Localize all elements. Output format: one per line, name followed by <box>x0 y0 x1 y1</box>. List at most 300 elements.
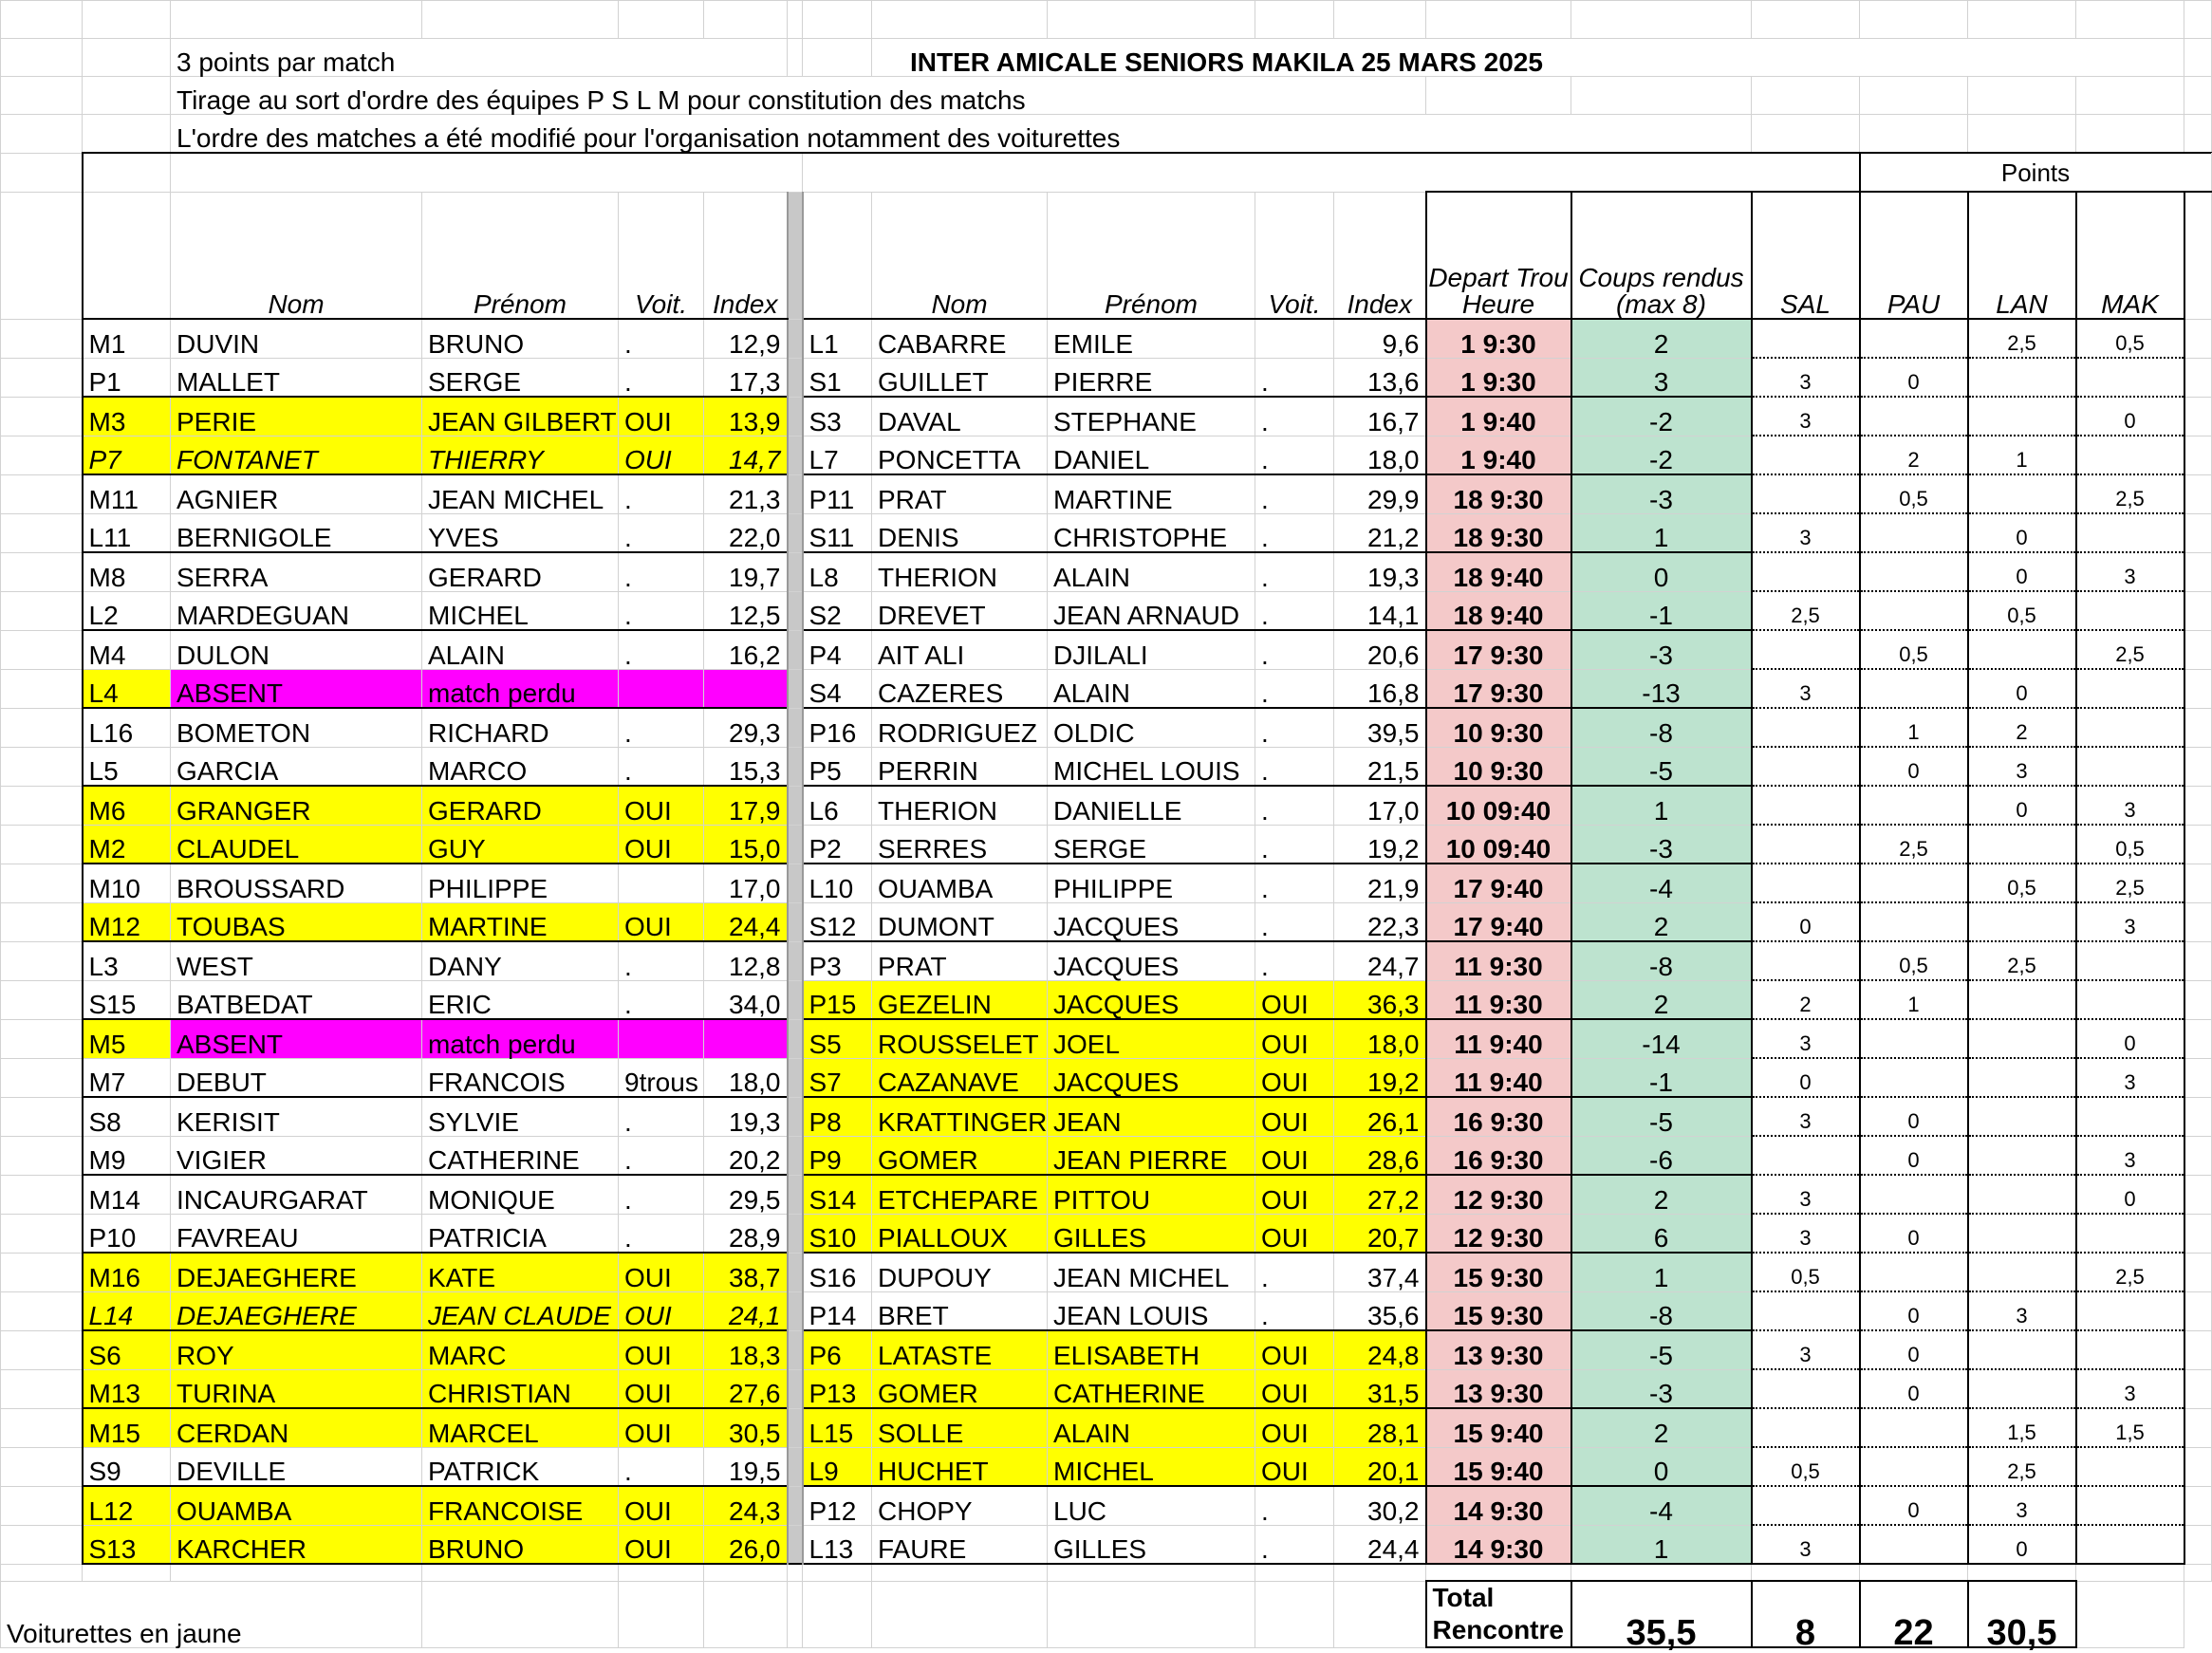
points-sal: 3 <box>1752 1214 1860 1253</box>
depart-time: 18 9:40 <box>1426 552 1571 591</box>
right-voit: OUI <box>1255 1214 1334 1253</box>
column-separator <box>788 786 803 825</box>
points-group-header: Points <box>1860 153 2212 192</box>
right-voit: . <box>1255 513 1334 552</box>
points-lan: 2,5 <box>1968 941 2076 980</box>
left-nom: WEST <box>171 941 422 980</box>
right-prenom: PHILIPPE <box>1048 864 1255 902</box>
table-row <box>1 1408 2212 1447</box>
spacer <box>1 552 83 591</box>
points-pau: 0 <box>1860 1097 1968 1136</box>
right-voit: . <box>1255 1486 1334 1525</box>
right-nom: LATASTE <box>872 1330 1048 1369</box>
points-pau <box>1860 552 1968 591</box>
left-voit: . <box>619 1214 704 1253</box>
left-prenom: CATHERINE <box>422 1136 619 1175</box>
points-pau: 0 <box>1860 1136 1968 1175</box>
points-lan: 0,5 <box>1968 864 2076 902</box>
coups-rendus: 2 <box>1571 1175 1752 1214</box>
spacer <box>1 1291 83 1330</box>
left-index: 24,4 <box>704 902 788 941</box>
right-nom: OUAMBA <box>872 864 1048 902</box>
points-pau: 0,5 <box>1860 474 1968 513</box>
depart-time: 18 9:30 <box>1426 513 1571 552</box>
points-mak <box>2076 358 2184 397</box>
points-mak <box>2076 513 2184 552</box>
points-pau <box>1860 1175 1968 1214</box>
spacer <box>1 1486 83 1525</box>
right-nom: THERION <box>872 552 1048 591</box>
right-prenom: SERGE <box>1048 825 1255 864</box>
left-voit: OUI <box>619 902 704 941</box>
right-prenom: MARTINE <box>1048 474 1255 513</box>
left-code: S8 <box>83 1097 171 1136</box>
header-nom-right: Nom <box>872 192 1048 319</box>
coups-rendus: -3 <box>1571 1369 1752 1408</box>
spacer <box>1 358 83 397</box>
left-code: M12 <box>83 902 171 941</box>
points-sal: 0 <box>1752 902 1860 941</box>
coups-rendus: -8 <box>1571 941 1752 980</box>
left-nom: CLAUDEL <box>171 825 422 864</box>
points-sal <box>1752 786 1860 825</box>
left-code: L14 <box>83 1291 171 1330</box>
points-lan: 1,5 <box>1968 1408 2076 1447</box>
coups-rendus: -8 <box>1571 1291 1752 1330</box>
document-title: INTER AMICALE SENIORS MAKILA 25 MARS 2025 <box>872 39 2184 77</box>
table-row <box>1 1447 2212 1486</box>
left-code: M10 <box>83 864 171 902</box>
left-nom: ROY <box>171 1330 422 1369</box>
points-pau: 0 <box>1860 1214 1968 1253</box>
left-voit: OUI <box>619 1486 704 1525</box>
depart-time: 10 09:40 <box>1426 786 1571 825</box>
points-lan <box>1968 980 2076 1019</box>
spacer <box>2184 397 2212 436</box>
left-index: 12,8 <box>704 941 788 980</box>
right-code: P14 <box>803 1291 872 1330</box>
spacer <box>2184 825 2212 864</box>
left-code: M13 <box>83 1369 171 1408</box>
spacer <box>1 1330 83 1369</box>
left-voit: . <box>619 1175 704 1214</box>
right-nom: PIALLOUX <box>872 1214 1048 1253</box>
table-row <box>1 319 2212 358</box>
right-index: 39,5 <box>1334 708 1426 747</box>
depart-time: 11 9:40 <box>1426 1019 1571 1058</box>
coups-rendus: 0 <box>1571 552 1752 591</box>
left-nom: ABSENT <box>171 669 422 708</box>
right-voit: . <box>1255 708 1334 747</box>
coups-rendus: -5 <box>1571 747 1752 786</box>
right-index: 27,2 <box>1334 1175 1426 1214</box>
right-prenom: JOEL <box>1048 1019 1255 1058</box>
coups-rendus: 6 <box>1571 1214 1752 1253</box>
points-sal: 2 <box>1752 980 1860 1019</box>
points-pau: 0 <box>1860 358 1968 397</box>
left-voit: . <box>619 1447 704 1486</box>
column-separator <box>788 1525 803 1564</box>
points-mak: 0 <box>2076 1019 2184 1058</box>
depart-time: 12 9:30 <box>1426 1214 1571 1253</box>
left-code: M7 <box>83 1058 171 1097</box>
left-voit: . <box>619 1136 704 1175</box>
header-team-pau: PAU <box>1860 192 1968 319</box>
points-lan: 3 <box>1968 1291 2076 1330</box>
points-sal <box>1752 319 1860 358</box>
left-voit: OUI <box>619 1291 704 1330</box>
table-row <box>1 864 2212 902</box>
left-code: P7 <box>83 436 171 474</box>
points-sal: 3 <box>1752 1019 1860 1058</box>
right-code: S2 <box>803 591 872 630</box>
left-prenom: THIERRY <box>422 436 619 474</box>
points-sal: 2,5 <box>1752 591 1860 630</box>
right-nom: DUPOUY <box>872 1253 1048 1291</box>
spacer <box>1 1408 83 1447</box>
spacer <box>1 1253 83 1291</box>
points-mak: 0,5 <box>2076 825 2184 864</box>
note-order: L'ordre des matches a été modifié pour l'organisation notamment des voiturettes <box>171 115 1752 154</box>
points-pau <box>1860 397 1968 436</box>
left-nom: ABSENT <box>171 1019 422 1058</box>
points-pau <box>1860 591 1968 630</box>
left-voit <box>619 1019 704 1058</box>
right-code: S3 <box>803 397 872 436</box>
spacer <box>2184 513 2212 552</box>
header-coups: Coups rendus (max 8) <box>1571 192 1752 319</box>
right-voit: . <box>1255 358 1334 397</box>
header-prenom-right: Prénom <box>1048 192 1255 319</box>
right-code: P5 <box>803 747 872 786</box>
spacer <box>1 1447 83 1486</box>
right-nom: CAZERES <box>872 669 1048 708</box>
spacer <box>1 825 83 864</box>
left-index: 24,1 <box>704 1291 788 1330</box>
right-index: 20,6 <box>1334 630 1426 669</box>
left-index: 16,2 <box>704 630 788 669</box>
points-pau <box>1860 669 1968 708</box>
spacer <box>1 397 83 436</box>
spacer <box>2184 1447 2212 1486</box>
left-voit: OUI <box>619 1330 704 1369</box>
depart-time: 17 9:40 <box>1426 902 1571 941</box>
points-pau: 2,5 <box>1860 825 1968 864</box>
left-nom: TURINA <box>171 1369 422 1408</box>
spacer <box>2184 436 2212 474</box>
left-prenom: YVES <box>422 513 619 552</box>
header-team-lan: LAN <box>1968 192 2076 319</box>
points-mak <box>2076 1525 2184 1564</box>
column-separator <box>788 358 803 397</box>
spacer <box>1 902 83 941</box>
right-nom: PONCETTA <box>872 436 1048 474</box>
left-voit: OUI <box>619 825 704 864</box>
left-nom: FONTANET <box>171 436 422 474</box>
spacer <box>2184 1019 2212 1058</box>
left-index: 34,0 <box>704 980 788 1019</box>
right-prenom: PIERRE <box>1048 358 1255 397</box>
left-prenom: KATE <box>422 1253 619 1291</box>
spacer <box>2184 1330 2212 1369</box>
left-nom: TOUBAS <box>171 902 422 941</box>
left-index: 29,5 <box>704 1175 788 1214</box>
left-nom: VIGIER <box>171 1136 422 1175</box>
right-prenom: ALAIN <box>1048 552 1255 591</box>
points-mak: 2,5 <box>2076 630 2184 669</box>
points-mak: 3 <box>2076 902 2184 941</box>
table-row <box>1 941 2212 980</box>
right-index: 20,1 <box>1334 1447 1426 1486</box>
depart-time: 18 9:30 <box>1426 474 1571 513</box>
right-voit: . <box>1255 630 1334 669</box>
column-separator <box>788 1019 803 1058</box>
spacer <box>1 980 83 1019</box>
right-code: P6 <box>803 1330 872 1369</box>
right-prenom: ELISABETH <box>1048 1330 1255 1369</box>
right-code: L13 <box>803 1525 872 1564</box>
left-voit: . <box>619 474 704 513</box>
left-code: M15 <box>83 1408 171 1447</box>
left-nom: MALLET <box>171 358 422 397</box>
table-row <box>1 1214 2212 1253</box>
points-mak: 2,5 <box>2076 1253 2184 1291</box>
left-voit: OUI <box>619 397 704 436</box>
points-pau <box>1860 1525 1968 1564</box>
table-row <box>1 786 2212 825</box>
left-nom: DEBUT <box>171 1058 422 1097</box>
right-index: 30,2 <box>1334 1486 1426 1525</box>
coups-rendus: 0 <box>1571 1447 1752 1486</box>
points-mak <box>2076 1486 2184 1525</box>
right-voit <box>1255 319 1334 358</box>
column-separator <box>788 630 803 669</box>
coups-rendus: -8 <box>1571 708 1752 747</box>
left-code: L5 <box>83 747 171 786</box>
left-prenom: DANY <box>422 941 619 980</box>
points-sal: 0,5 <box>1752 1447 1860 1486</box>
table-row <box>1 980 2212 1019</box>
table-row <box>1 902 2212 941</box>
column-separator <box>788 1097 803 1136</box>
right-code: S11 <box>803 513 872 552</box>
points-mak: 2,5 <box>2076 864 2184 902</box>
spacer <box>2184 1525 2212 1564</box>
right-index: 16,7 <box>1334 397 1426 436</box>
spacer <box>2184 319 2212 358</box>
right-index: 21,2 <box>1334 513 1426 552</box>
column-separator <box>788 319 803 358</box>
right-voit: . <box>1255 902 1334 941</box>
points-sal: 3 <box>1752 1525 1860 1564</box>
right-prenom: GILLES <box>1048 1525 1255 1564</box>
table-row <box>1 397 2212 436</box>
spacer <box>2184 1408 2212 1447</box>
right-prenom: JEAN MICHEL <box>1048 1253 1255 1291</box>
depart-time: 14 9:30 <box>1426 1486 1571 1525</box>
right-nom: RODRIGUEZ <box>872 708 1048 747</box>
right-code: L15 <box>803 1408 872 1447</box>
column-separator <box>788 980 803 1019</box>
right-code: P11 <box>803 474 872 513</box>
left-index: 15,0 <box>704 825 788 864</box>
right-nom: BRET <box>872 1291 1048 1330</box>
left-index: 22,0 <box>704 513 788 552</box>
depart-time: 10 9:30 <box>1426 708 1571 747</box>
points-lan: 2,5 <box>1968 1447 2076 1486</box>
left-voit: . <box>619 1097 704 1136</box>
left-prenom: GERARD <box>422 786 619 825</box>
right-nom: SOLLE <box>872 1408 1048 1447</box>
left-nom: DEVILLE <box>171 1447 422 1486</box>
points-pau: 0,5 <box>1860 941 1968 980</box>
coups-rendus: 1 <box>1571 1525 1752 1564</box>
right-voit: OUI <box>1255 1330 1334 1369</box>
table-row <box>1 1330 2212 1369</box>
points-lan <box>1968 1058 2076 1097</box>
points-sal: 3 <box>1752 1330 1860 1369</box>
points-sal: 3 <box>1752 669 1860 708</box>
coups-rendus: -2 <box>1571 436 1752 474</box>
spacer <box>1 591 83 630</box>
left-prenom: JEAN MICHEL <box>422 474 619 513</box>
right-index: 29,9 <box>1334 474 1426 513</box>
points-pau: 1 <box>1860 980 1968 1019</box>
left-index: 12,9 <box>704 319 788 358</box>
coups-rendus: -13 <box>1571 669 1752 708</box>
spacer <box>2184 1291 2212 1330</box>
points-pau <box>1860 513 1968 552</box>
points-pau: 0 <box>1860 1369 1968 1408</box>
right-code: S12 <box>803 902 872 941</box>
coups-rendus: -1 <box>1571 1058 1752 1097</box>
left-nom: FAVREAU <box>171 1214 422 1253</box>
left-prenom: BRUNO <box>422 1525 619 1564</box>
left-nom: DEJAEGHERE <box>171 1253 422 1291</box>
points-pau: 2 <box>1860 436 1968 474</box>
column-separator <box>788 1214 803 1253</box>
points-sal: 3 <box>1752 358 1860 397</box>
table-row <box>1 708 2212 747</box>
left-nom: OUAMBA <box>171 1486 422 1525</box>
right-voit: OUI <box>1255 980 1334 1019</box>
right-voit: . <box>1255 825 1334 864</box>
left-code: M16 <box>83 1253 171 1291</box>
table-row <box>1 1058 2212 1097</box>
left-prenom: CHRISTIAN <box>422 1369 619 1408</box>
left-voit: OUI <box>619 1525 704 1564</box>
points-mak <box>2076 436 2184 474</box>
spacer <box>2184 1136 2212 1175</box>
note-draw: Tirage au sort d'ordre des équipes P S L M pour constitution des matchs <box>171 77 1426 115</box>
left-index: 24,3 <box>704 1486 788 1525</box>
points-sal <box>1752 552 1860 591</box>
coups-rendus: 1 <box>1571 786 1752 825</box>
right-index: 19,2 <box>1334 1058 1426 1097</box>
spacer <box>2184 980 2212 1019</box>
header-voit-left: Voit. <box>619 192 704 319</box>
left-nom: DEJAEGHERE <box>171 1291 422 1330</box>
left-voit: OUI <box>619 1369 704 1408</box>
points-mak <box>2076 747 2184 786</box>
right-nom: DAVAL <box>872 397 1048 436</box>
points-lan: 0,5 <box>1968 591 2076 630</box>
coups-rendus: 1 <box>1571 1253 1752 1291</box>
right-voit: . <box>1255 397 1334 436</box>
header-team-mak: MAK <box>2076 192 2184 319</box>
left-prenom: GERARD <box>422 552 619 591</box>
points-lan <box>1968 474 2076 513</box>
spacer <box>1 747 83 786</box>
points-lan <box>1968 630 2076 669</box>
left-voit: . <box>619 552 704 591</box>
points-mak <box>2076 1291 2184 1330</box>
left-code: L12 <box>83 1486 171 1525</box>
left-voit: 9trous <box>619 1058 704 1097</box>
right-prenom: JACQUES <box>1048 980 1255 1019</box>
left-code: L16 <box>83 708 171 747</box>
left-prenom: MARTINE <box>422 902 619 941</box>
left-voit: OUI <box>619 786 704 825</box>
points-mak: 3 <box>2076 786 2184 825</box>
coups-rendus: -4 <box>1571 1486 1752 1525</box>
column-separator <box>788 708 803 747</box>
spacer <box>1 941 83 980</box>
points-mak: 3 <box>2076 1058 2184 1097</box>
table-row <box>1 1486 2212 1525</box>
points-mak: 0,5 <box>2076 319 2184 358</box>
right-voit: OUI <box>1255 1136 1334 1175</box>
total-label-line1: Total <box>1432 1583 1495 1612</box>
right-nom: DREVET <box>872 591 1048 630</box>
coups-rendus: -2 <box>1571 397 1752 436</box>
points-mak <box>2076 1214 2184 1253</box>
column-separator <box>788 1447 803 1486</box>
right-voit: . <box>1255 1291 1334 1330</box>
spacer <box>1 1525 83 1564</box>
right-prenom: JEAN <box>1048 1097 1255 1136</box>
left-code: M6 <box>83 786 171 825</box>
points-sal <box>1752 630 1860 669</box>
left-prenom: RICHARD <box>422 708 619 747</box>
right-index: 18,0 <box>1334 1019 1426 1058</box>
right-nom: DENIS <box>872 513 1048 552</box>
coups-rendus: -6 <box>1571 1136 1752 1175</box>
left-code: P1 <box>83 358 171 397</box>
spacer <box>1 436 83 474</box>
right-voit: OUI <box>1255 1447 1334 1486</box>
left-nom: SERRA <box>171 552 422 591</box>
right-nom: PRAT <box>872 474 1048 513</box>
right-prenom: JEAN ARNAUD <box>1048 591 1255 630</box>
right-code: S14 <box>803 1175 872 1214</box>
depart-time: 11 9:30 <box>1426 980 1571 1019</box>
table-row <box>1 358 2212 397</box>
spacer <box>1 1175 83 1214</box>
depart-time: 18 9:40 <box>1426 591 1571 630</box>
right-index: 36,3 <box>1334 980 1426 1019</box>
points-pau: 0 <box>1860 1291 1968 1330</box>
points-sal: 3 <box>1752 1175 1860 1214</box>
left-nom: KARCHER <box>171 1525 422 1564</box>
right-index: 21,5 <box>1334 747 1426 786</box>
points-pau: 0 <box>1860 1330 1968 1369</box>
points-lan <box>1968 1214 2076 1253</box>
left-code: M9 <box>83 1136 171 1175</box>
table-row <box>1 1175 2212 1214</box>
points-lan <box>1968 1019 2076 1058</box>
points-mak: 2,5 <box>2076 474 2184 513</box>
